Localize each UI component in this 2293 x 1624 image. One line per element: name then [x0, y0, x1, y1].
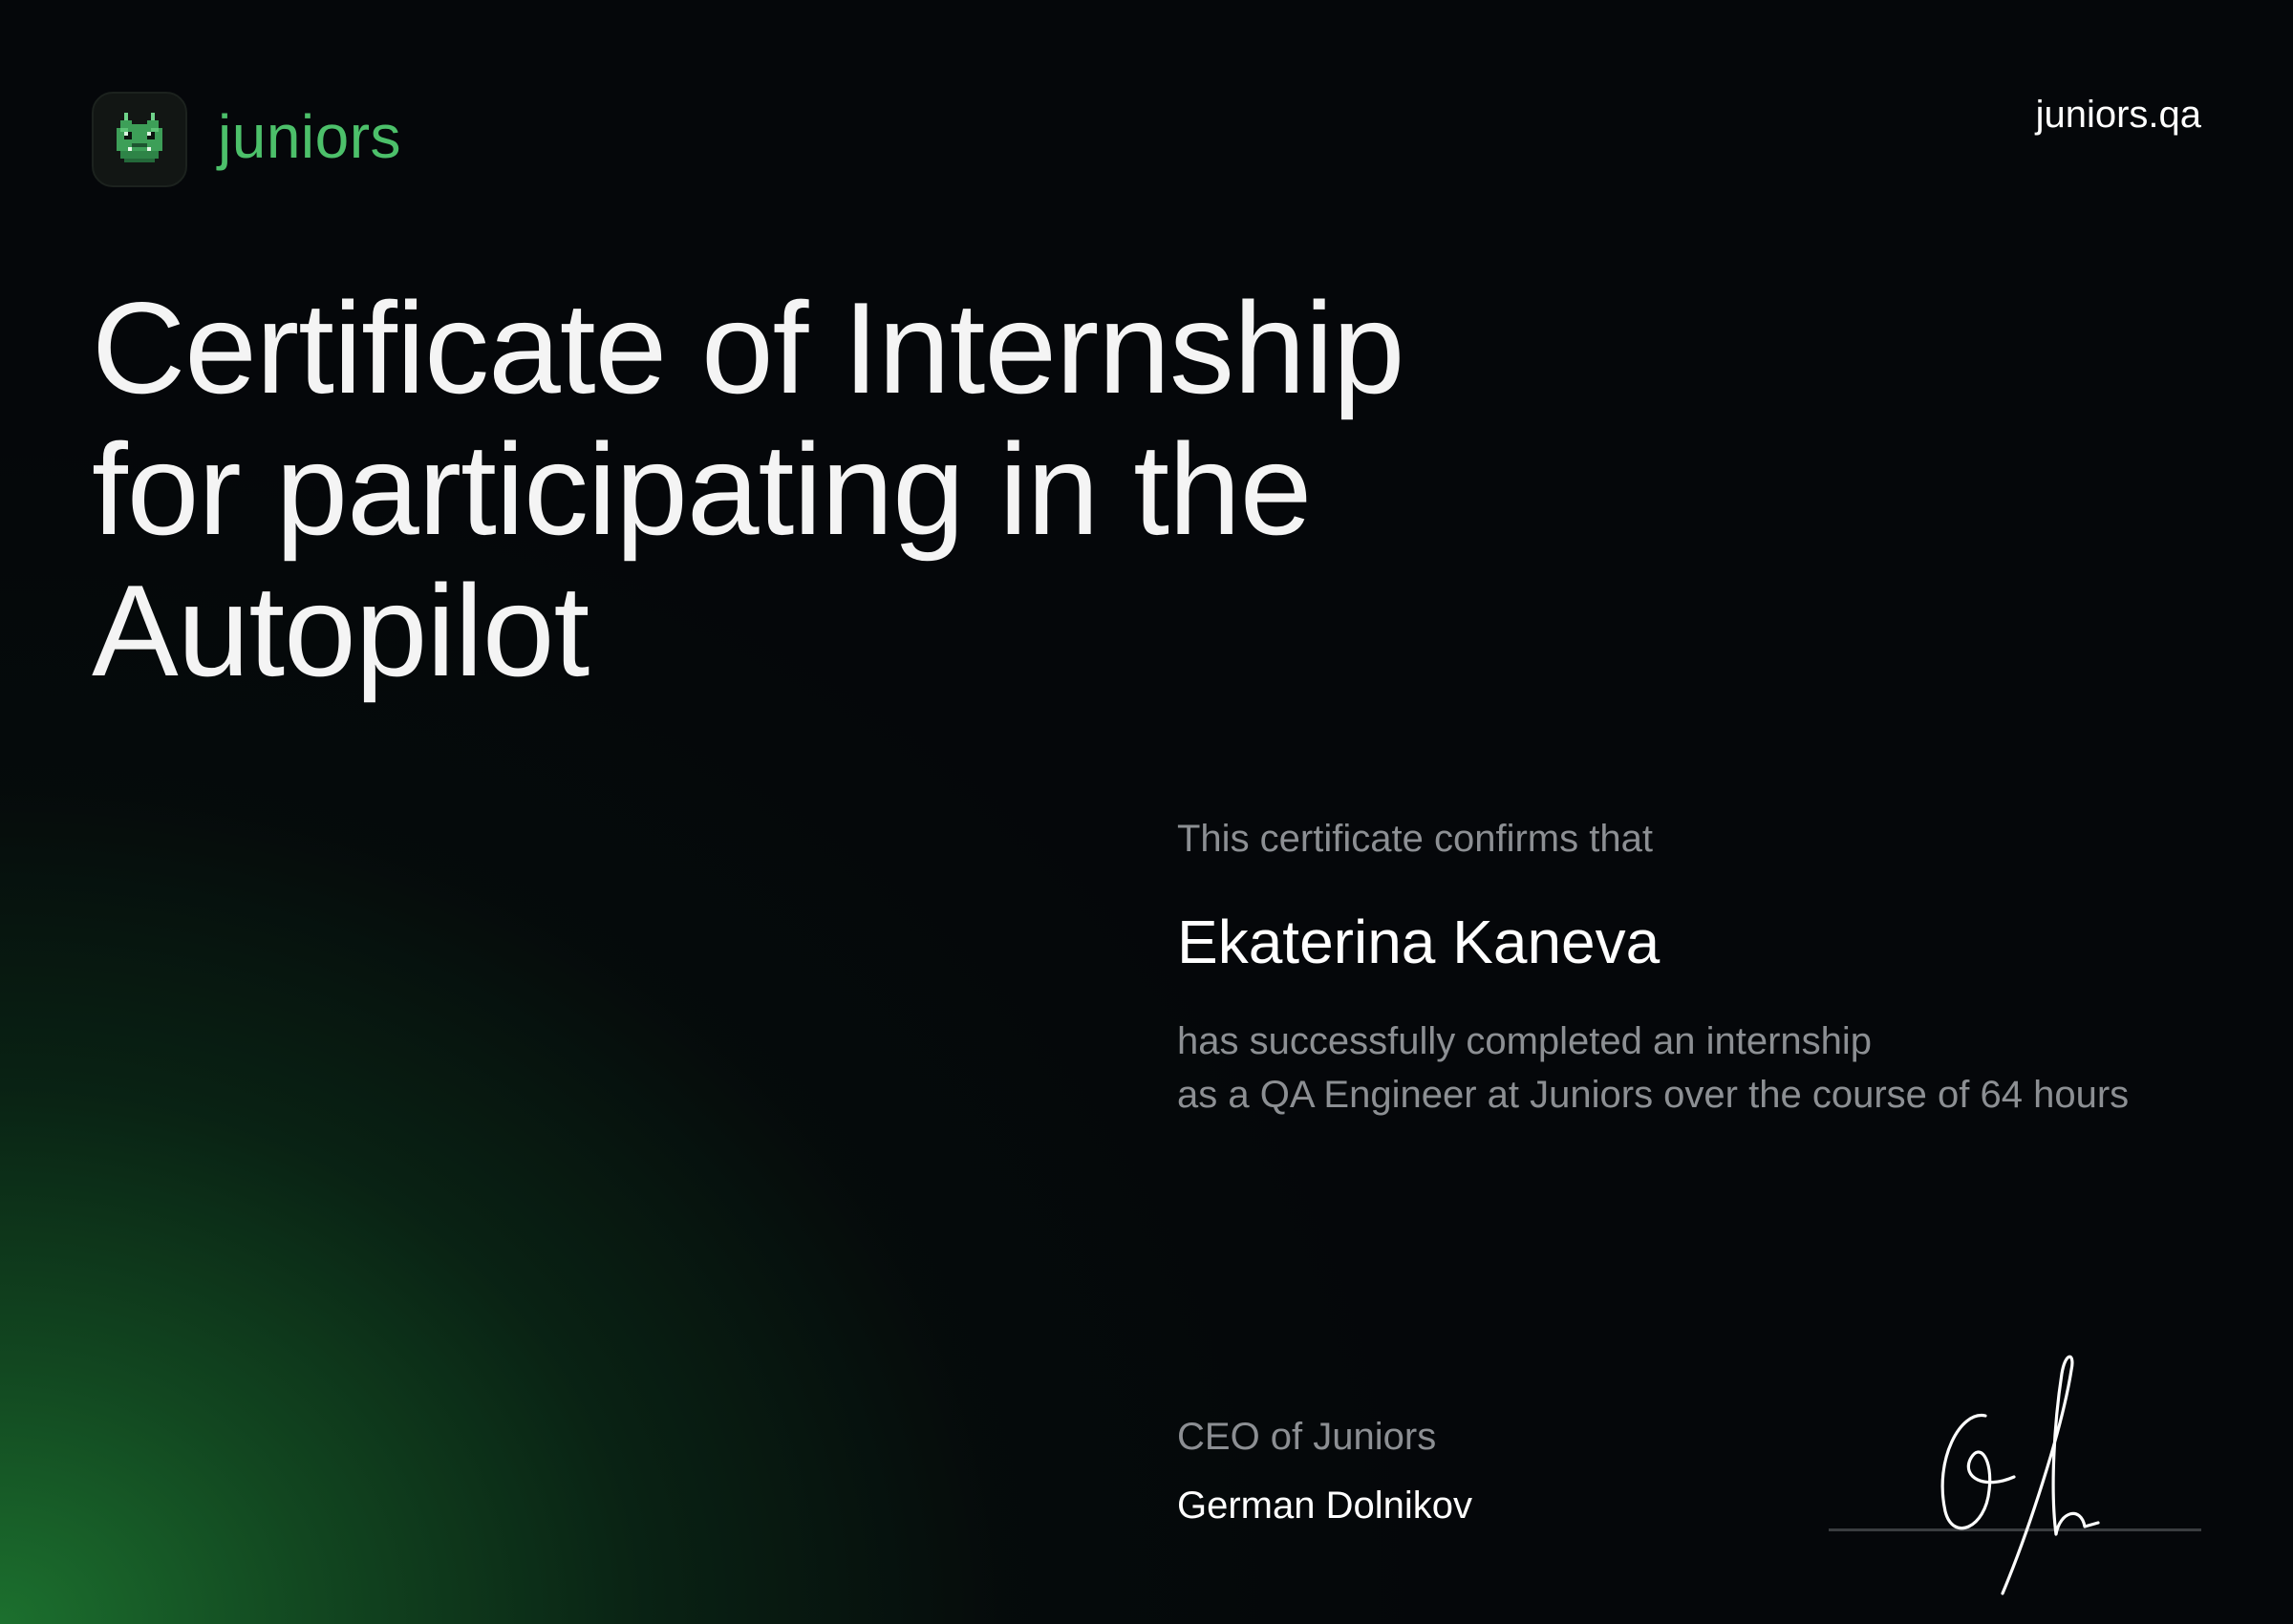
- title-line-1: Certificate of Internship: [92, 275, 1404, 420]
- confirm-text: This certificate confirms that: [1177, 818, 1653, 860]
- signature-icon: [1911, 1347, 2102, 1605]
- dragon-mascot-icon: [92, 92, 187, 187]
- completion-line-2: as a QA Engineer at Juniors over the course of 64 hours: [1177, 1074, 2130, 1116]
- completion-statement: [1177, 1015, 2228, 1122]
- title-line-2: for participating in the: [92, 417, 1312, 562]
- certificate-body: [1177, 820, 2228, 1122]
- site-url-link[interactable]: juniors.qa: [2035, 94, 2201, 136]
- brand-logo[interactable]: [92, 92, 401, 187]
- recipient-name: Ekaterina Kaneva: [1177, 908, 1661, 976]
- signer-block: [1177, 1418, 1472, 1525]
- brand-name: juniors: [218, 102, 402, 171]
- title-line-3: Autopilot: [92, 558, 589, 703]
- completion-line-1: has successfully completed an internship: [1177, 1020, 1873, 1062]
- signer-role: CEO of Juniors: [1177, 1416, 1437, 1458]
- certificate-title: [92, 277, 1404, 701]
- signer-name: German Dolnikov: [1177, 1485, 1473, 1527]
